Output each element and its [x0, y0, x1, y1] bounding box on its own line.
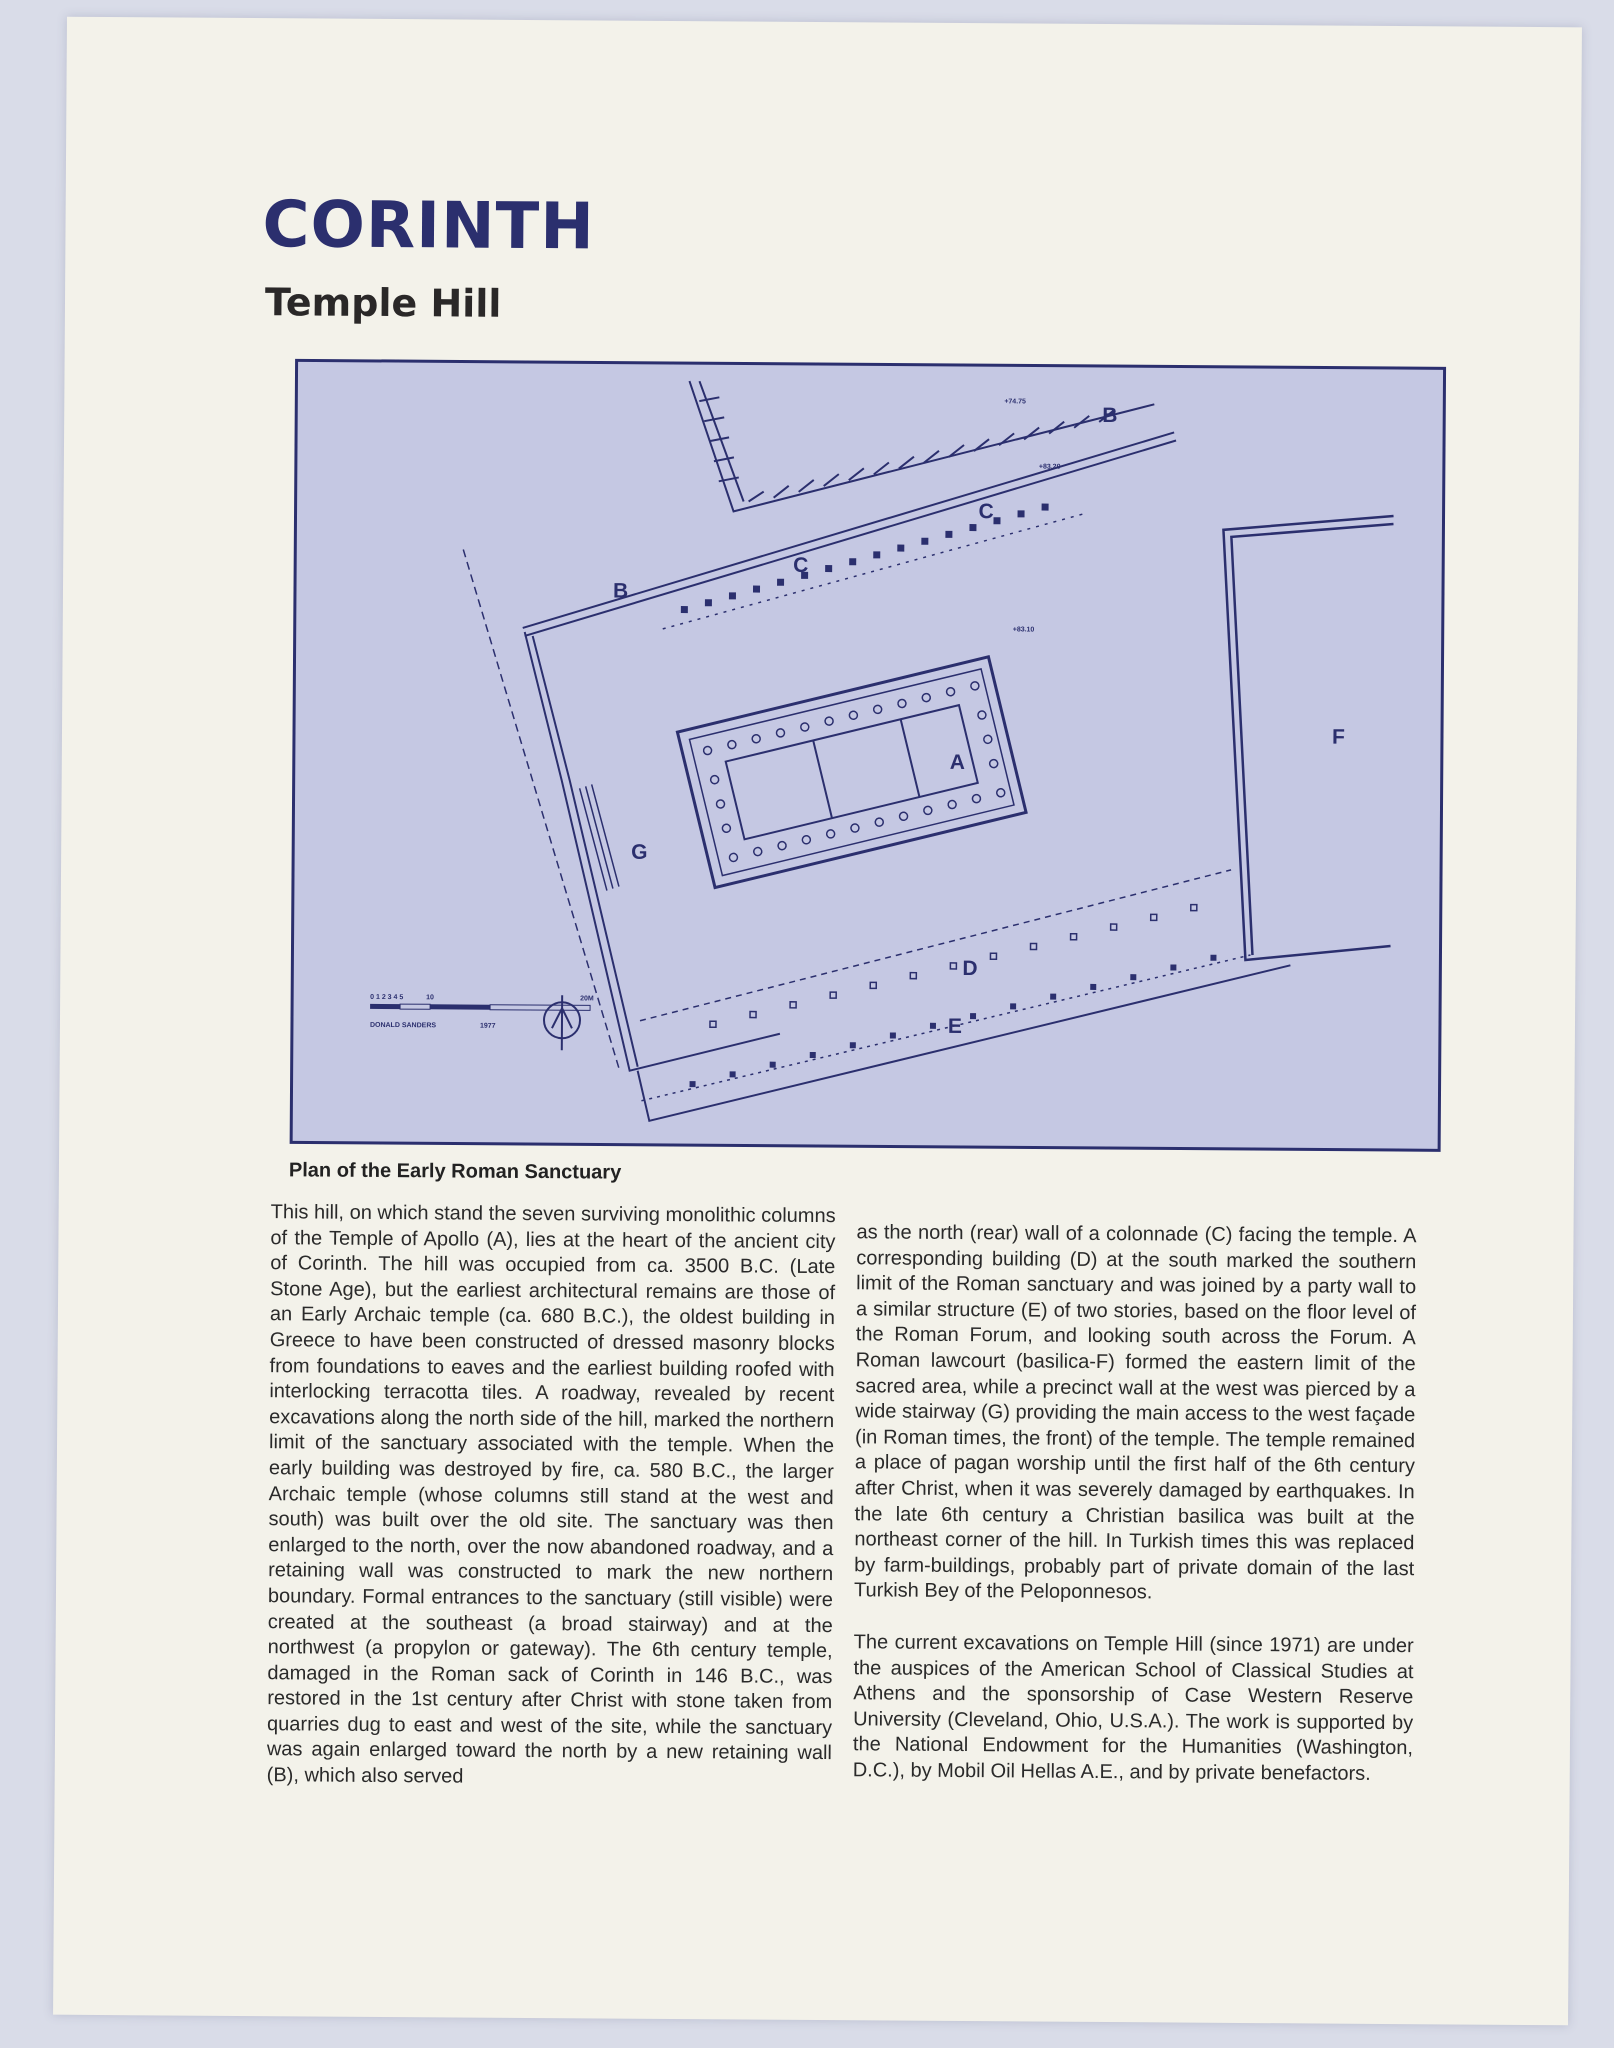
plan-label-c-left: C: [793, 553, 809, 577]
page-subtitle: Temple Hill: [264, 280, 502, 326]
body-paragraph: as the north (rear) wall of a colonnade (C) facing the temple. A corresponding building (D) at the south marked the southern limit of the Roman sanctuary and was joined by a party wall to a similar structure (E) of two stories, based on the floor level of the Roman Forum, and looking south across the Forum. A Roman lawcourt (basilica-F) formed the eastern limit of the sacred area, while a precinct wall at the west was pierced by a wide stairway (G) providing the main access to the west façade (in Roman times, the front) of the temple. The temple remained a place of pagan worship until the first half of the 6th century after Christ, when it was severely damaged by earthquakes. In the late 6th century a Christian basilica was built at the northeast corner of the hill. In Turkish times this was replaced by farm-buildings, probably part of private domain of the last Turkish Bey of the Peloponnesos.: [853, 1221, 1417, 1604]
scale-ticks: 0 1 2 3 4 5: [370, 993, 404, 1002]
spot-height-2: +83.20: [1038, 463, 1061, 471]
plan-label-b-left: B: [612, 579, 629, 603]
plan-label-g: G: [631, 840, 648, 864]
paper-sheet: [53, 17, 1582, 2026]
spot-height-1: +74.75: [1004, 398, 1026, 406]
plan-label-f: F: [1331, 725, 1345, 749]
page-title: CORINTH: [262, 188, 596, 265]
text-column-right: [853, 1220, 1417, 1787]
plan-label-b-top: B: [1102, 403, 1118, 428]
scale-end-label: 20M: [580, 995, 594, 1003]
plan-frame: [291, 360, 1444, 1150]
plan-label-a: A: [949, 750, 966, 775]
plan-credit-year: 1977: [479, 1022, 496, 1030]
plan-label-c-right: C: [978, 500, 994, 524]
spot-height-3: +83.10: [1012, 626, 1035, 634]
plan-label-d: D: [962, 957, 978, 981]
scale-mid-label: 10: [426, 994, 434, 1002]
site-plan: [289, 358, 1446, 1152]
plan-caption: Plan of the Early Roman Sanctuary: [288, 1159, 622, 1184]
body-paragraph: The current excavations on Temple Hill (since 1971) are under the auspices of the American School of Classical Studies at Athens and the sponsorship of Case Western Reserve University (Cleveland, Ohio, U.S.A.). The work is supported by the National Endowment for the Humanities (Washington, D.C.), by Mobil Oil Hellas A.E., and by private benefactors.: [852, 1631, 1414, 1785]
body-paragraph: This hill, on which stand the seven surviving monolithic columns of the Temple of Apollo (A), lies at the heart of the ancient city of Corinth. The hill was occupied from ca. 3500 B.C. (Late Stone Age), but the earliest architectural remains are those of an Early Archaic temple (ca. 680 B.C.), the oldest building in Greece to have been constructed of dressed masonry blocks from foundations to eaves and the earliest building roofed with interlocking terracotta tiles. A roadway, revealed by recent excavations along the north side of the hill, marked the northern limit of the sanctuary associated with the temple. When the early building was destroyed by fire, ca. 580 B.C., the larger Archaic temple (whose columns still stand at the west and south) was built over the old site. The sanctuary was then enlarged to the north, over the now abandoned roadway, and a retaining wall was constructed to mark the new northern boundary. Formal entrances to the sanctuary (still visible) were created at the southeast (a broad stairway) and at the northwest (a propylon or gateway). The 6th century temple, damaged in the Roman sack of Corinth in 146 B.C., was restored in the 1st century after Christ with stone taken from quarries dug to east and west of the site, while the sanctuary was again enlarged toward the north by a new retaining wall (B), which also served: [266, 1201, 836, 1788]
plan-credit-name: DONALD SANDERS: [369, 1021, 437, 1030]
text-column-left: [267, 1200, 836, 1793]
plan-label-e: E: [947, 1014, 963, 1039]
site-plan-drawing: [289, 358, 1446, 1152]
